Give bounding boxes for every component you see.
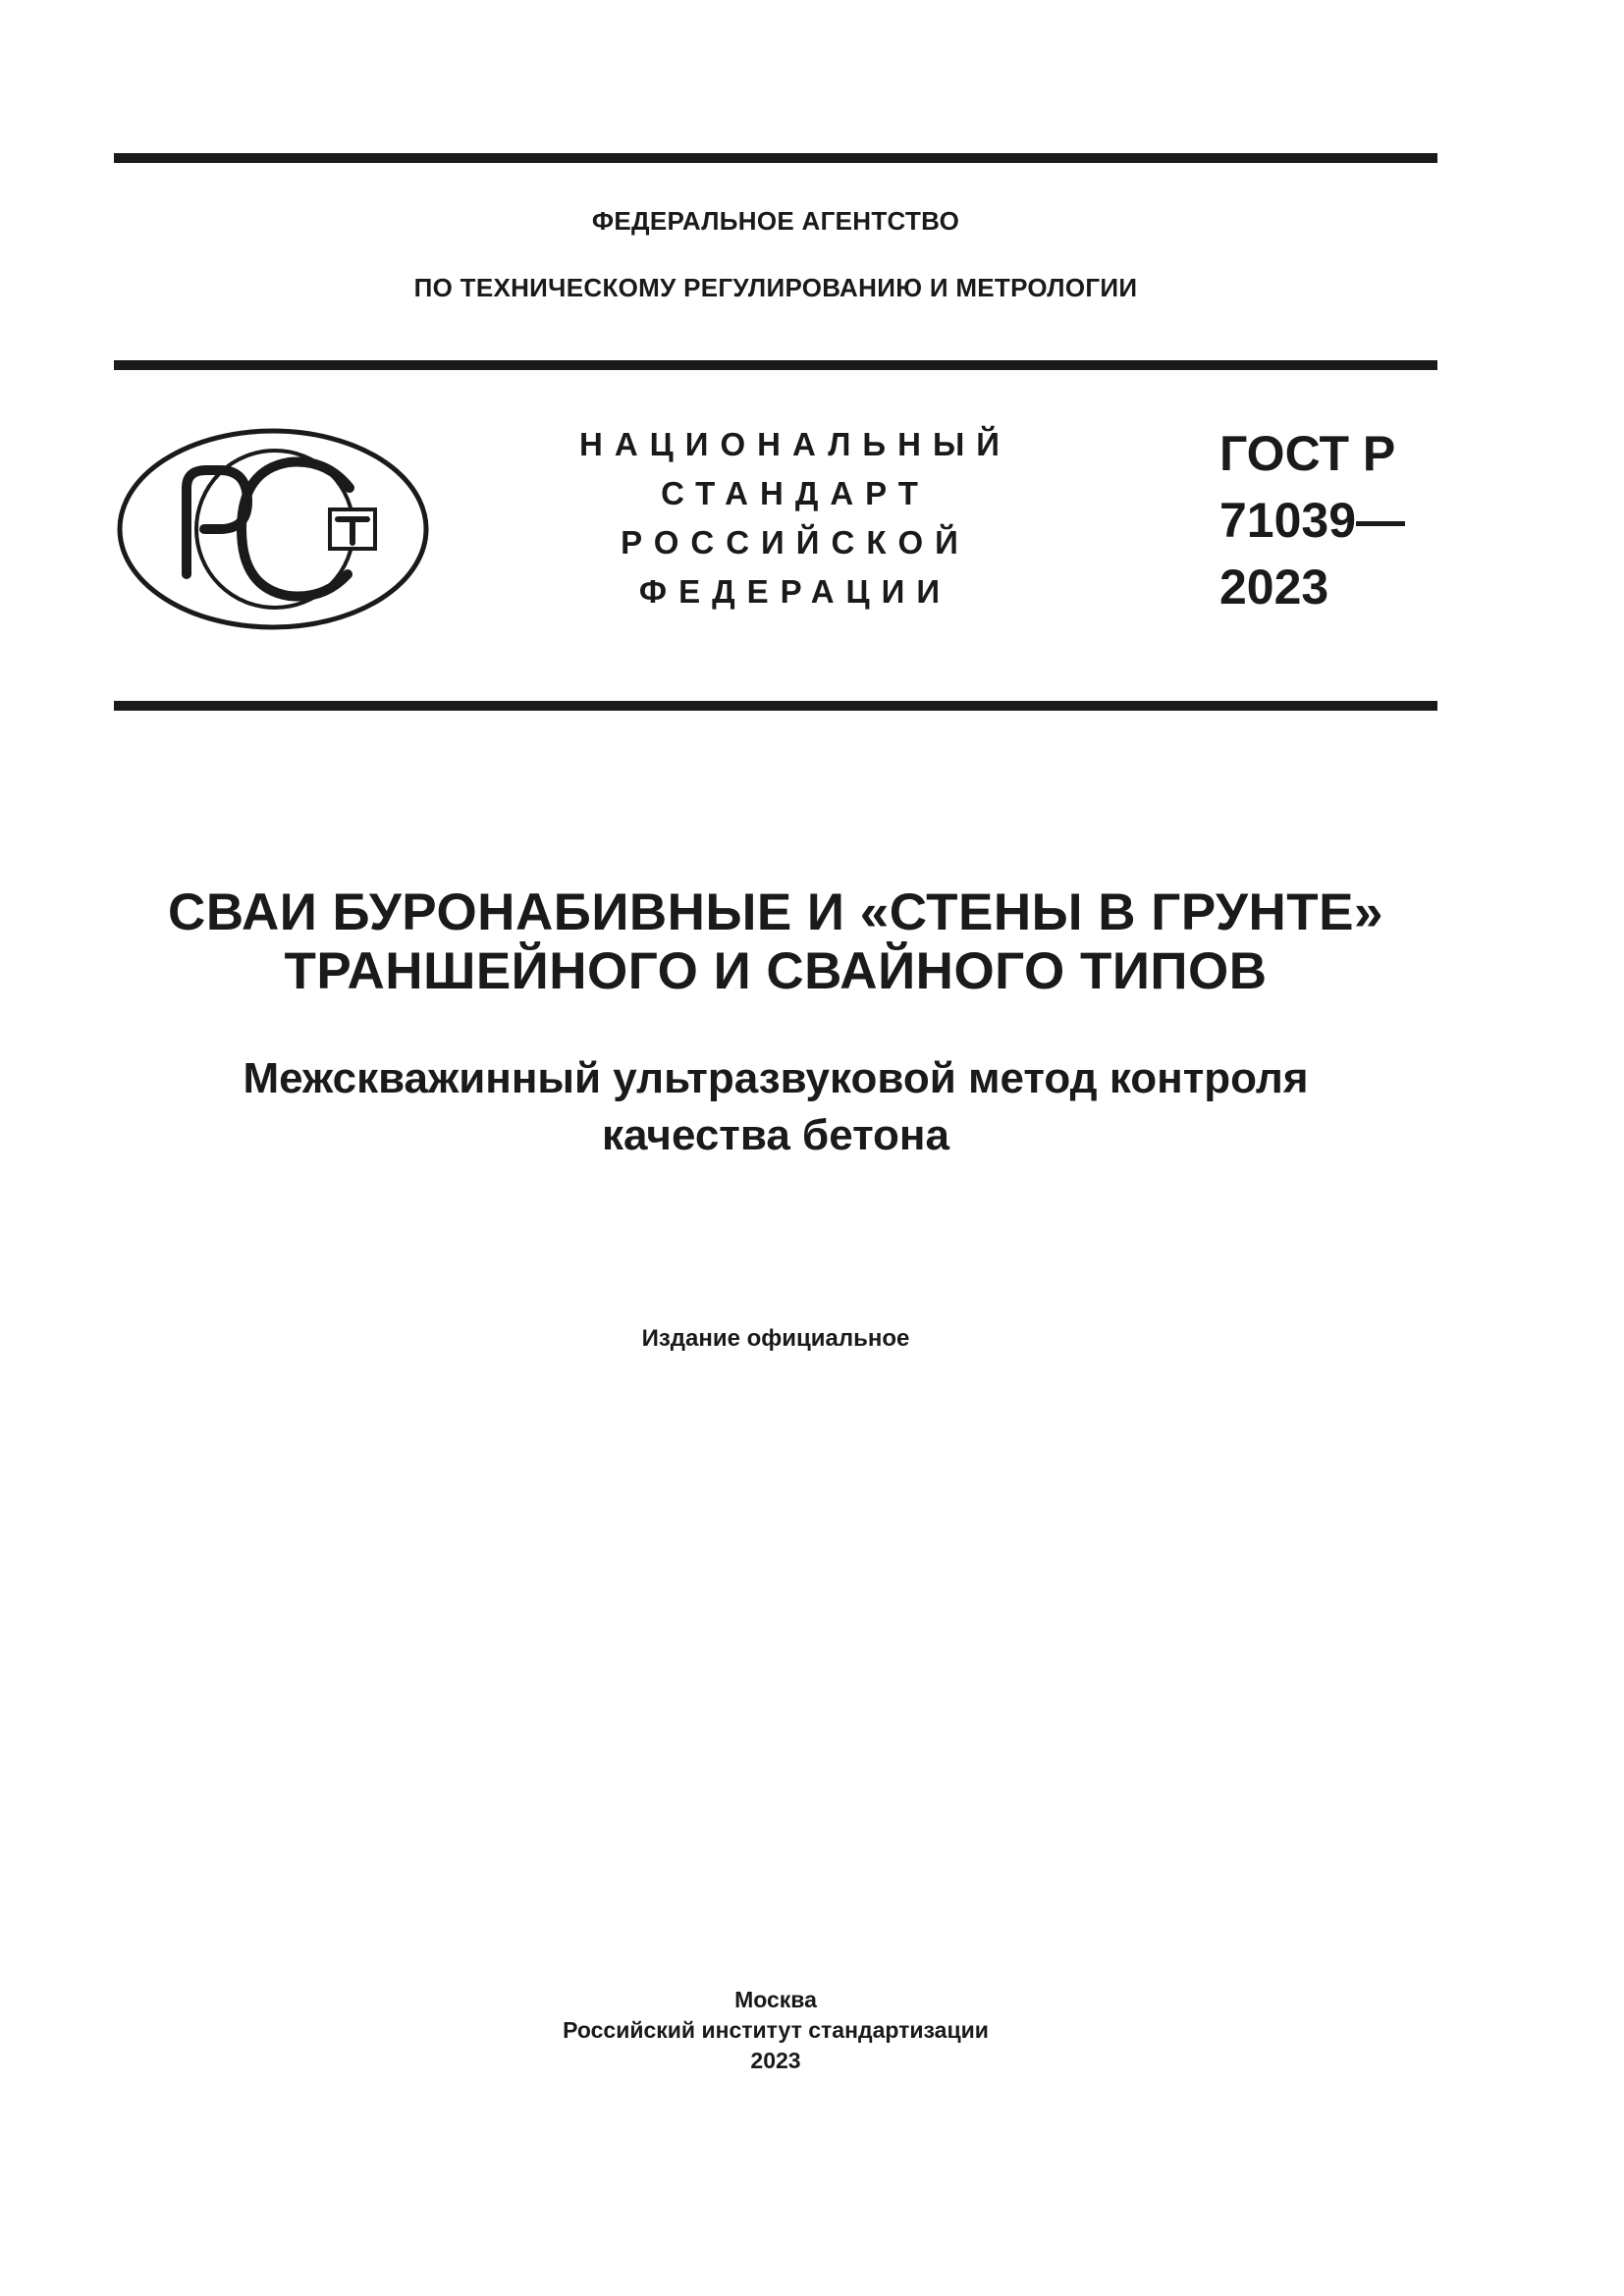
national-standard-line: НАЦИОНАЛЬНЫЙ: [579, 426, 1011, 462]
edition-note: Издание официальное: [641, 1325, 910, 1352]
title-line: ТРАНШЕЙНОГО И СВАЙНОГО ТИПОВ: [284, 942, 1268, 1000]
header-divider: [114, 360, 1437, 370]
national-standard-line: ФЕДЕРАЦИИ: [638, 573, 952, 610]
title-line: СВАИ БУРОНАБИВНЫЕ И «СТЕНЫ В ГРУНТЕ»: [168, 883, 1383, 941]
subtitle-line: Межскважинный ультразвуковой метод контроля: [243, 1054, 1309, 1102]
designation-line: ГОСТ Р: [1219, 426, 1396, 481]
document-subtitle: [114, 1050, 1437, 1164]
top-divider: [114, 153, 1437, 163]
imprint-year: 2023: [750, 2048, 801, 2073]
imprint-publisher: Российский институт стандартизации: [563, 2017, 989, 2043]
imprint-city: Москва: [734, 1987, 817, 2012]
document-title: [114, 883, 1437, 1001]
national-standard-line: РОССИЙСКОЙ: [621, 524, 970, 561]
subtitle-line: качества бетона: [602, 1111, 949, 1159]
agency-name-line1: ФЕДЕРАЛЬНОЕ АГЕНТСТВО: [591, 206, 960, 236]
imprint: [114, 1985, 1437, 2076]
national-standard-line: СТАНДАРТ: [661, 475, 930, 511]
logo-divider: [114, 701, 1437, 711]
designation-line: 71039—: [1219, 493, 1406, 548]
agency-name-line2: ПО ТЕХНИЧЕСКОМУ РЕГУЛИРОВАНИЮ И МЕТРОЛОГИИ: [413, 273, 1138, 302]
designation-line: 2023: [1219, 560, 1329, 614]
national-standard-label: [550, 420, 1041, 616]
rst-certification-mark-icon: [116, 427, 430, 631]
standard-designation: [1219, 420, 1445, 620]
